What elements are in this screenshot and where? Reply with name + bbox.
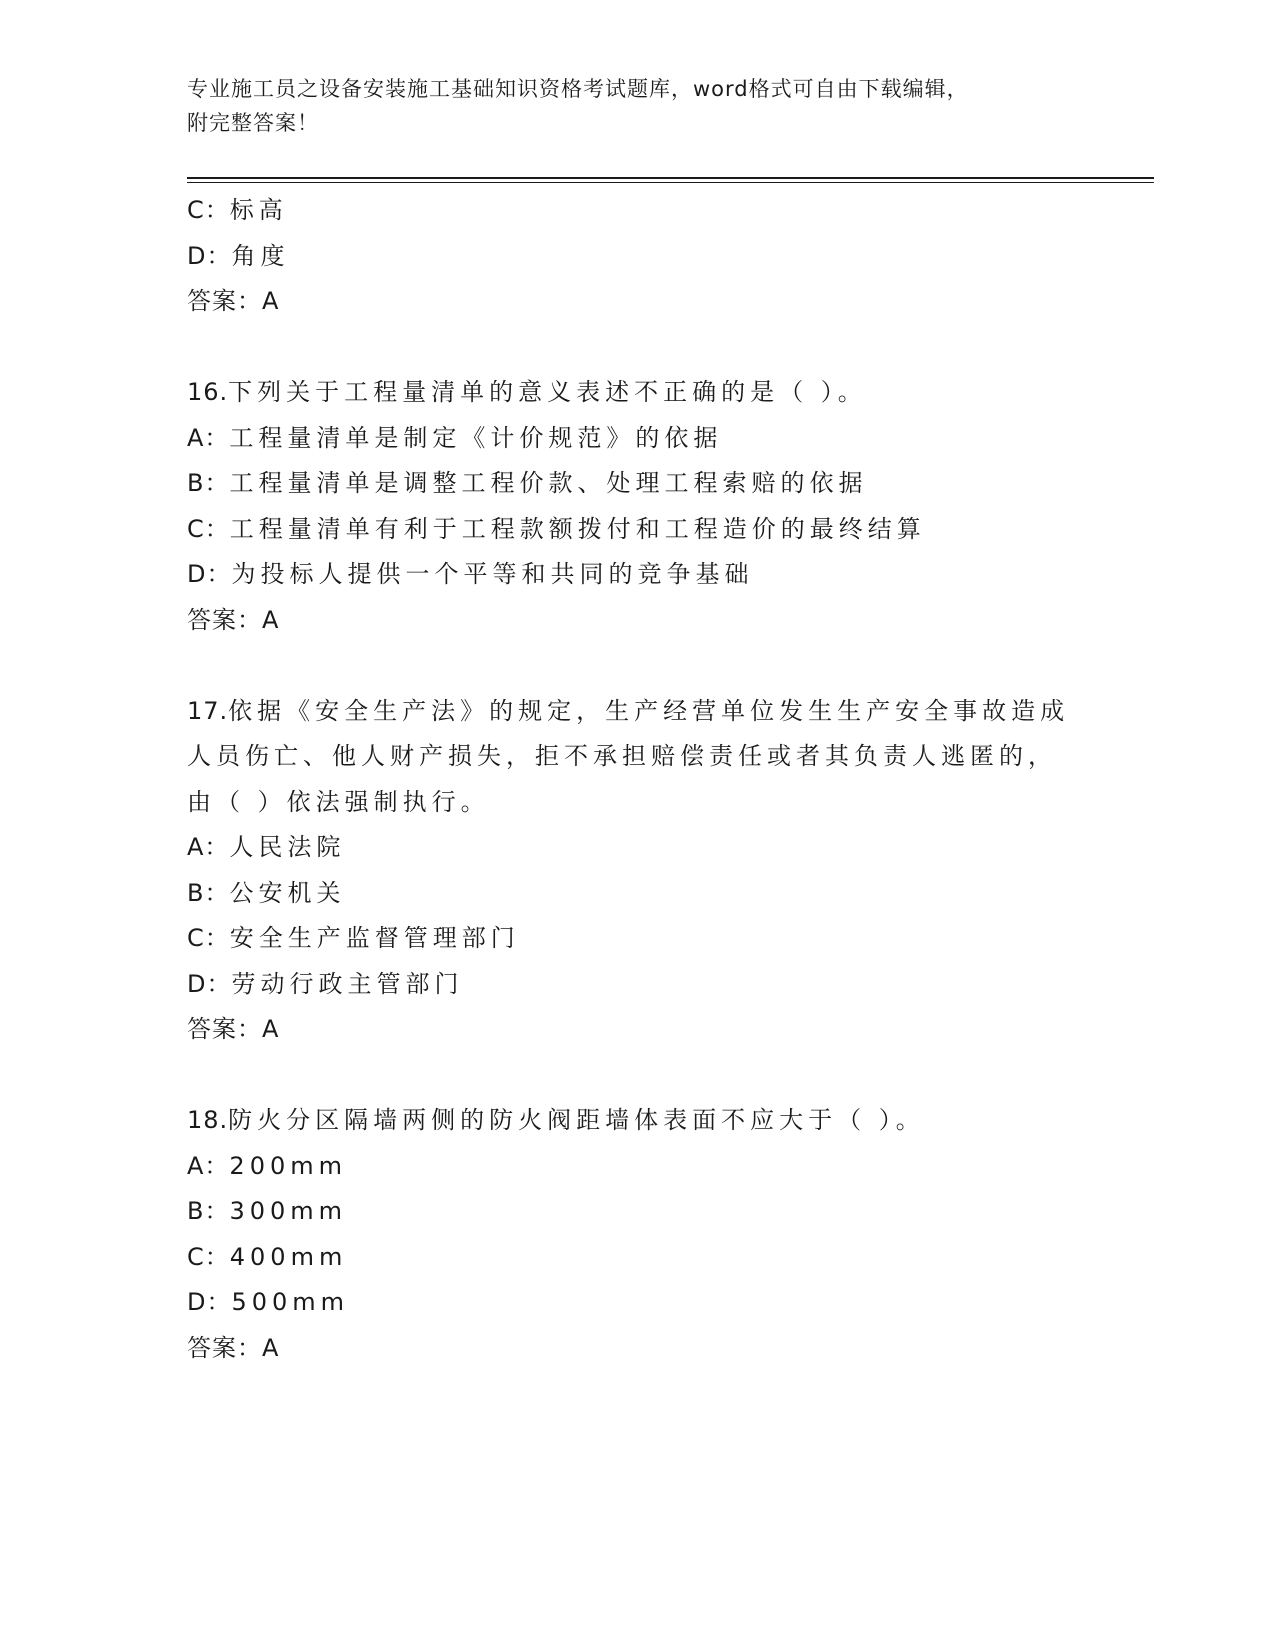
answer-line: 答案：A [187,1015,280,1043]
option-a [187,416,1087,462]
question-number: 16. [187,378,229,406]
question-text: 下列关于工程量清单的意义表述不正确的是（ ）。 [228,378,867,406]
option-label: D： [187,1288,232,1316]
option-label: D： [187,241,232,270]
option-b [187,871,1087,917]
option-text: 公安机关 [229,878,346,907]
option-d [187,552,1087,598]
option-text: 500mm [231,1288,350,1316]
option-label: A： [187,423,230,452]
option-label: B： [187,878,230,907]
option-d [187,234,1087,280]
question-stem [187,689,1087,735]
option-text: 人民法院 [229,833,346,861]
spacer [187,1053,1087,1099]
document-header [187,72,1067,140]
option-text: 安全生产监督管理部门 [229,924,520,952]
option-text: 角度 [231,241,290,270]
header-line-2: 附完整答案！ [187,111,319,135]
header-divider-thin [187,182,1154,183]
option-label: C： [187,196,230,224]
option-b [187,1189,1087,1235]
option-c [187,916,1087,962]
option-text: 300mm [229,1197,348,1225]
answer-line: 答案：A [187,605,280,634]
option-text: 工程量清单是调整工程价款、处理工程索赔的依据 [229,469,868,497]
option-c [187,507,1087,553]
answer-line: 答案：A [187,287,280,315]
question-stem-continued: 人员伤亡、他人财产损失，拒不承担赔偿责任或者其负责人逃匿的， [187,742,1057,770]
option-a [187,1144,1087,1190]
option-label: A： [187,833,230,861]
option-label: C： [187,514,230,543]
question-stem [187,1098,1087,1144]
option-label: A： [187,1151,230,1180]
question-number: 18. [187,1106,229,1134]
option-text: 200mm [229,1151,347,1180]
option-c [187,188,1087,234]
option-d [187,1280,1087,1326]
question-number: 17. [187,696,229,725]
answer-line: 答案：A [187,1333,280,1362]
option-c [187,1235,1087,1281]
question-stem [187,370,1087,416]
option-text: 工程量清单是制定《计价规范》的依据 [229,423,723,452]
option-a [187,825,1087,871]
option-text: 劳动行政主管部门 [231,969,464,998]
header-divider-thick [187,177,1154,179]
question-17 [187,689,1087,1053]
option-b [187,461,1087,507]
spacer [187,325,1087,371]
question-partial [187,188,1087,325]
option-label: D： [187,969,232,998]
header-line-1: 专业施工员之设备安装施工基础知识资格考试题库，word格式可自由下载编辑， [187,77,969,101]
question-16 [187,370,1087,643]
question-list [187,188,1087,1371]
option-label: C： [187,924,230,952]
option-text: 标高 [229,196,288,224]
option-d [187,962,1087,1008]
question-18 [187,1098,1087,1371]
question-text: 依据《安全生产法》的规定，生产经营单位发生生产安全事故造成 [228,696,1070,725]
option-label: B： [187,1197,230,1225]
option-label: C： [187,1242,230,1271]
question-text: 防火分区隔墙两侧的防火阀距墙体表面不应大于（ ）。 [228,1106,925,1134]
option-text: 400mm [229,1242,348,1271]
option-label: D： [187,560,232,588]
option-text: 工程量清单有利于工程款额拨付和工程造价的最终结算 [229,514,926,543]
option-text: 为投标人提供一个平等和共同的竞争基础 [231,560,754,588]
question-stem-continued: 由（ ）依法强制执行。 [187,787,490,816]
option-label: B： [187,469,230,497]
spacer [187,643,1087,689]
